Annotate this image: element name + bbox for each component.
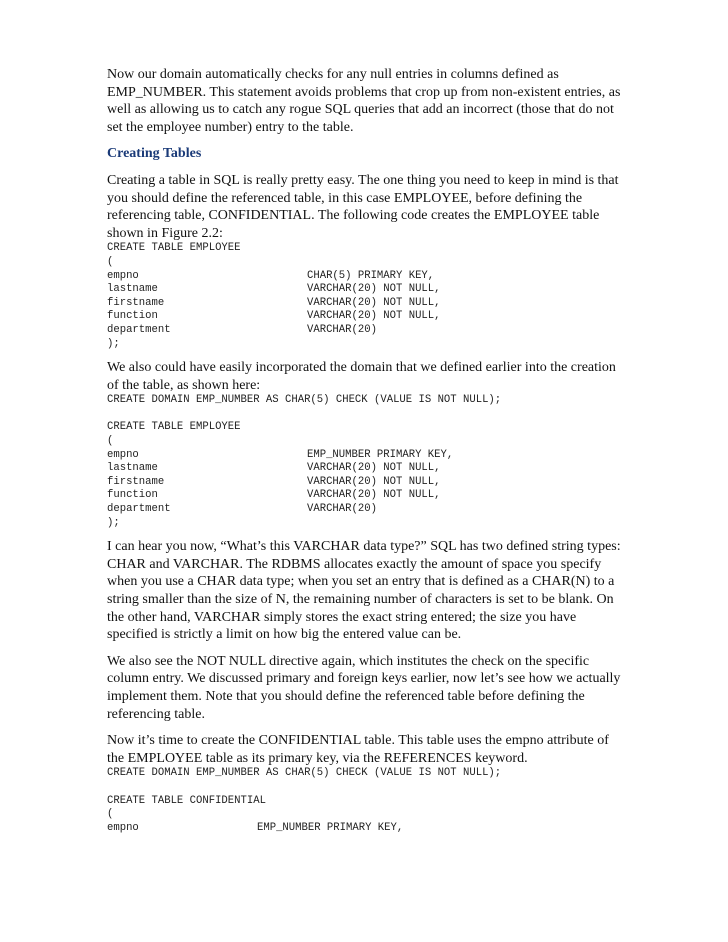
code-line-close: ); (107, 516, 120, 529)
code-block-employee (107, 242, 622, 351)
code-line-domain: CREATE DOMAIN EMP_NUMBER AS CHAR(5) CHECK (VALUE IS NOT NULL); (107, 394, 502, 407)
code-line-row: lastname VARCHAR(20) NOT NULL, (107, 283, 441, 296)
code-line-row: department VARCHAR(20) (107, 323, 377, 336)
code-line-row: empno EMP_NUMBER PRIMARY KEY, (107, 821, 404, 834)
heading-creating-tables: Creating Tables (107, 146, 202, 162)
code-line-domain: CREATE DOMAIN EMP_NUMBER AS CHAR(5) CHECK (VALUE IS NOT NULL); (107, 767, 502, 780)
code-blank-line (107, 408, 622, 422)
code-line-row: firstname VARCHAR(20) NOT NULL, (107, 296, 441, 309)
code-line-row: department VARCHAR(20) (107, 503, 377, 516)
code-line-close: ); (107, 337, 120, 350)
paragraph-creating-tables: Creating a table in SQL is really pretty easy. The one thing you need to keep in mind is that you should define the referenced table, in this case EMPLOYEE, before defining the referencing table, CONFIDENTIAL. The following code creates the EMPLOYEE table shown in Figure 2.2: (107, 172, 619, 241)
code-block-confidential (107, 767, 622, 835)
code-line-row: empno CHAR(5) PRIMARY KEY, (107, 269, 435, 282)
code-line-row: function VARCHAR(20) NOT NULL, (107, 310, 441, 323)
code-line-header: CREATE TABLE CONFIDENTIAL (107, 794, 266, 807)
code-line-row: empno EMP_NUMBER PRIMARY KEY, (107, 448, 454, 461)
code-line-open: ( (107, 808, 114, 821)
code-line-header: CREATE TABLE EMPLOYEE (107, 421, 241, 434)
paragraph-not-null: We also see the NOT NULL directive again, which institutes the check on the specific column entry. We discussed primary and foreign keys earlier, now let’s see how we actually implement them. Note that you should define the referenced table before defining the referencing table. (107, 653, 621, 722)
paragraph-domain-check: Now our domain automatically checks for any null entries in columns defined as EMP_NUMBER. This statement avoids problems that crop up from non-existent entries, as well as allowing us to catch any rogue SQL queries that add an incorrect (those that do not set the employee number) entry to the table. (107, 67, 621, 135)
code-line-row: firstname VARCHAR(20) NOT NULL, (107, 475, 441, 488)
code-line-row: function VARCHAR(20) NOT NULL, (107, 489, 441, 502)
paragraph-varchar: I can hear you now, “What’s this VARCHAR data type?” SQL has two defined string types: CHAR and VARCHAR. The RDBMS allocates exactly the amount of space you specify when you use a CHAR data type; when you set an entry that is defined as a CHAR(N) to a string smaller than the size of N, the remaining number of characters is set to be blank. On the other hand, VARCHAR simply stores the exact string entered; the size you have specified is strictly a limit on how big the entered value can be. (107, 539, 621, 643)
code-line-header: CREATE TABLE EMPLOYEE (107, 242, 241, 255)
document-page (107, 66, 622, 843)
code-line-open: ( (107, 435, 114, 448)
code-blank-line (107, 781, 622, 795)
paragraph-confidential: Now it’s time to create the CONFIDENTIAL table. This table uses the empno attribute of the EMPLOYEE table as its primary key, via the REFERENCES keyword. (107, 733, 609, 766)
code-block-employee-domain (107, 394, 622, 530)
paragraph-domain-incorporated: We also could have easily incorporated the domain that we defined earlier into the creation of the table, as shown here: (107, 360, 616, 393)
code-line-open: ( (107, 255, 114, 268)
code-line-row: lastname VARCHAR(20) NOT NULL, (107, 462, 441, 475)
